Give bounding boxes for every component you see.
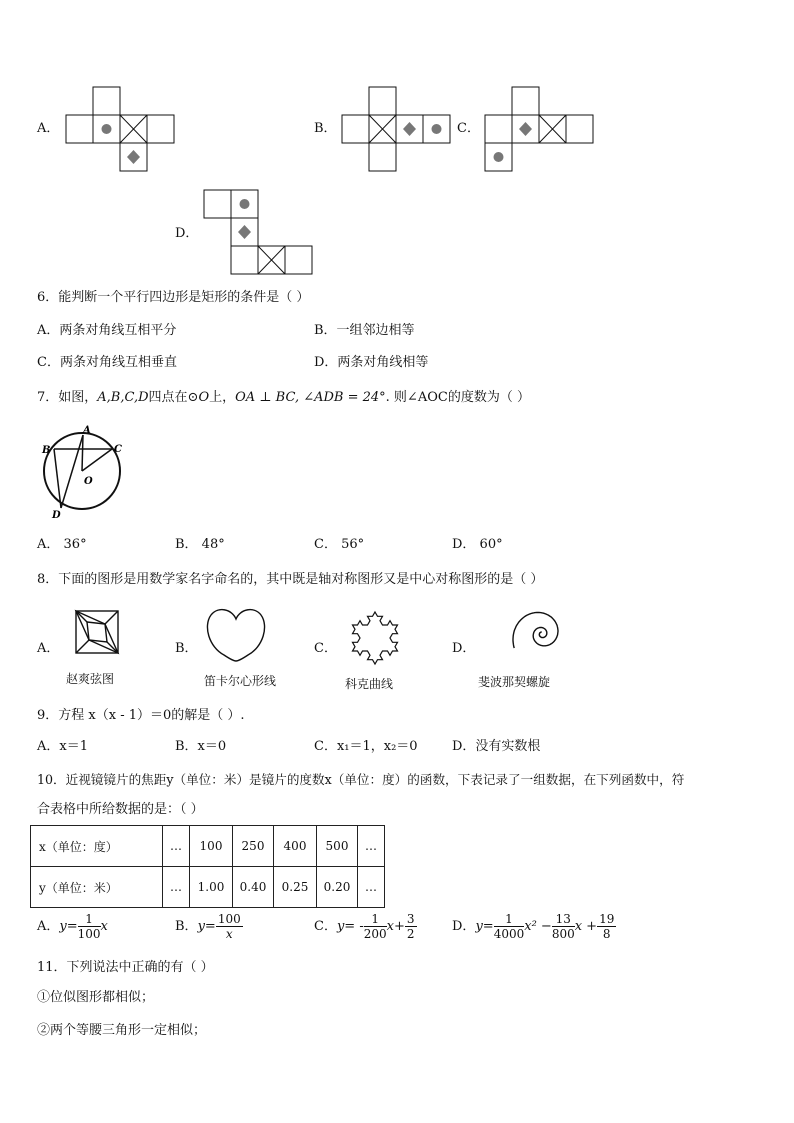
q5-option-a-net <box>66 87 176 171</box>
fraction-numerator: 100 <box>217 912 241 926</box>
q7-condition: OA ⊥ BC, ∠ADB = 24° <box>235 390 386 405</box>
fraction-denominator: x <box>225 927 233 941</box>
q8-cardioid-figure <box>206 607 266 663</box>
q8-option-c[interactable]: C． <box>314 641 337 656</box>
q7-stem-mid: 四点在⊙ <box>148 390 199 405</box>
q7-label-o: O <box>84 476 93 487</box>
fraction-numerator: 1 <box>494 912 525 927</box>
q10-option-a-tail: x <box>100 919 108 934</box>
q8-option-a[interactable]: A． <box>37 641 60 656</box>
q11-statement-1: ①位似图形都相似； <box>37 990 155 1005</box>
q8-caption-b: 笛卡尔心形线 <box>204 674 277 688</box>
q9-stem: 9．方程 x（x - 1）＝0的解是（ ）. <box>37 708 245 723</box>
q8-option-b[interactable]: B． <box>175 641 198 656</box>
fraction-denominator: 200 <box>363 927 387 941</box>
q7-stem <box>37 390 530 406</box>
q5-option-b-net <box>342 87 452 171</box>
q10-option-c-lhs: y= - <box>336 919 364 934</box>
table-cell: 0.20 <box>317 867 358 908</box>
q10-table-row-x <box>31 826 385 867</box>
q10-stem-line1: 10．近视镜镜片的焦距y（单位：米）是镜片的度数x（单位：度）的函数，下表记录了一组数据，在下列函数中，符 <box>37 772 685 787</box>
q10-option-d-fraction-2 <box>552 912 575 941</box>
q11-stem: 11．下列说法中正确的有（ ） <box>37 960 214 975</box>
table-cell: x（单位：度） <box>31 826 163 867</box>
fraction-denominator: 8 <box>602 927 611 941</box>
q10-option-b-fraction <box>216 912 243 941</box>
q6-option-a[interactable]: A．两条对角线互相平分 <box>37 323 177 338</box>
q10-option-c-label: C． <box>314 919 337 934</box>
fraction-denominator: 2 <box>406 927 415 941</box>
q9-option-b[interactable]: B．x＝0 <box>175 739 227 754</box>
q6-option-b[interactable]: B．一组邻边相等 <box>314 323 415 338</box>
fraction-denominator: 100 <box>77 927 101 941</box>
table-cell: … <box>163 867 190 908</box>
q10-option-b-lhs: y= <box>197 919 216 934</box>
q6-option-c[interactable]: C．两条对角线互相垂直 <box>37 355 177 370</box>
q10-option-c-mid: x+ <box>386 919 405 934</box>
table-cell: y（单位：米） <box>31 867 163 908</box>
q10-option-a[interactable] <box>37 912 108 941</box>
q5-option-d-net <box>204 190 314 274</box>
q10-option-d[interactable] <box>452 912 616 941</box>
fraction-numerator: 19 <box>599 912 615 926</box>
q7-label-c: C <box>114 444 122 455</box>
q10-option-a-fraction <box>78 912 101 941</box>
q10-option-a-label: A． <box>37 919 60 934</box>
table-cell: 0.25 <box>274 867 317 908</box>
q7-stem-end: . 则∠AOC的度数为（ ） <box>385 390 530 405</box>
fraction-denominator: 800 <box>551 927 575 941</box>
fraction-numerator: 3 <box>406 912 415 926</box>
q7-label-d: D <box>52 510 61 521</box>
q7-label-a: A <box>83 425 91 436</box>
q5-option-c-net <box>485 87 595 171</box>
q10-option-a-lhs: y= <box>59 919 78 934</box>
q7-center: O <box>198 390 210 405</box>
q7-points: A,B,C,D <box>97 390 149 405</box>
q10-option-b[interactable] <box>175 912 243 941</box>
fraction-denominator: 4000 <box>493 927 525 941</box>
q5-option-b-label: B． <box>314 121 337 136</box>
q9-option-c[interactable]: C．x₁＝1，x₂＝0 <box>314 739 418 754</box>
q5-option-a-label: A． <box>37 121 60 136</box>
table-cell: 100 <box>190 826 233 867</box>
q10-option-d-label: D． <box>452 919 476 934</box>
table-cell: 400 <box>274 826 317 867</box>
table-cell: 0.40 <box>233 867 274 908</box>
q7-stem-prefix: 7．如图， <box>37 390 98 405</box>
table-cell: 250 <box>233 826 274 867</box>
table-cell: 500 <box>317 826 358 867</box>
q7-option-a[interactable]: A． 36° <box>37 537 87 552</box>
q10-option-c-fraction-1 <box>364 912 387 941</box>
q10-option-c[interactable] <box>314 912 417 941</box>
q10-option-b-label: B． <box>175 919 198 934</box>
q7-option-c[interactable]: C． 56° <box>314 537 365 552</box>
q10-stem-line2: 合表格中所给数据的是：（ ） <box>37 802 204 817</box>
q8-caption-a: 赵爽弦图 <box>66 672 115 686</box>
q9-option-d[interactable]: D．没有实数根 <box>452 739 541 754</box>
q8-stem: 8．下面的图形是用数学家名字命名的，其中既是轴对称图形又是中心对称图形的是（ ） <box>37 572 544 587</box>
q9-option-a[interactable]: A．x＝1 <box>37 739 88 754</box>
q7-circle-figure <box>38 422 128 520</box>
q10-table-row-y <box>31 867 385 908</box>
q10-option-c-fraction-2 <box>405 912 417 941</box>
q7-option-b[interactable]: B． 48° <box>175 537 225 552</box>
q8-koch-figure <box>344 603 406 665</box>
table-cell: … <box>163 826 190 867</box>
q5-option-d-label: D． <box>175 226 199 241</box>
q6-stem: 6．能判断一个平行四边形是矩形的条件是（ ） <box>37 290 310 305</box>
fraction-numerator: 13 <box>552 912 575 927</box>
q10-option-d-mid-1: x² − <box>524 919 552 934</box>
q8-zhaoshuang-figure <box>75 610 121 656</box>
q10-option-d-fraction-3 <box>597 912 616 941</box>
fraction-numerator: 1 <box>78 912 101 927</box>
q5-option-c-label: C． <box>457 121 480 136</box>
q11-statement-2: ②两个等腰三角形一定相似； <box>37 1023 207 1038</box>
table-cell: … <box>358 826 385 867</box>
table-cell: … <box>358 867 385 908</box>
q6-option-d[interactable]: D．两条对角线相等 <box>314 355 429 370</box>
q10-option-d-fraction-1 <box>494 912 525 941</box>
q7-option-d[interactable]: D． 60° <box>452 537 503 552</box>
q10-option-d-lhs: y= <box>475 919 494 934</box>
q10-option-d-mid-2: x + <box>574 919 598 934</box>
q8-option-d[interactable]: D． <box>452 641 476 656</box>
q8-fibonacci-spiral-figure <box>486 604 558 660</box>
fraction-numerator: 1 <box>364 912 387 927</box>
q10-data-table <box>30 825 385 908</box>
q8-caption-c: 科克曲线 <box>345 677 394 691</box>
q7-stem-mid2: 上， <box>209 390 236 405</box>
table-cell: 1.00 <box>190 867 233 908</box>
q8-caption-d: 斐波那契螺旋 <box>478 675 551 689</box>
q7-label-b: B <box>42 445 51 456</box>
